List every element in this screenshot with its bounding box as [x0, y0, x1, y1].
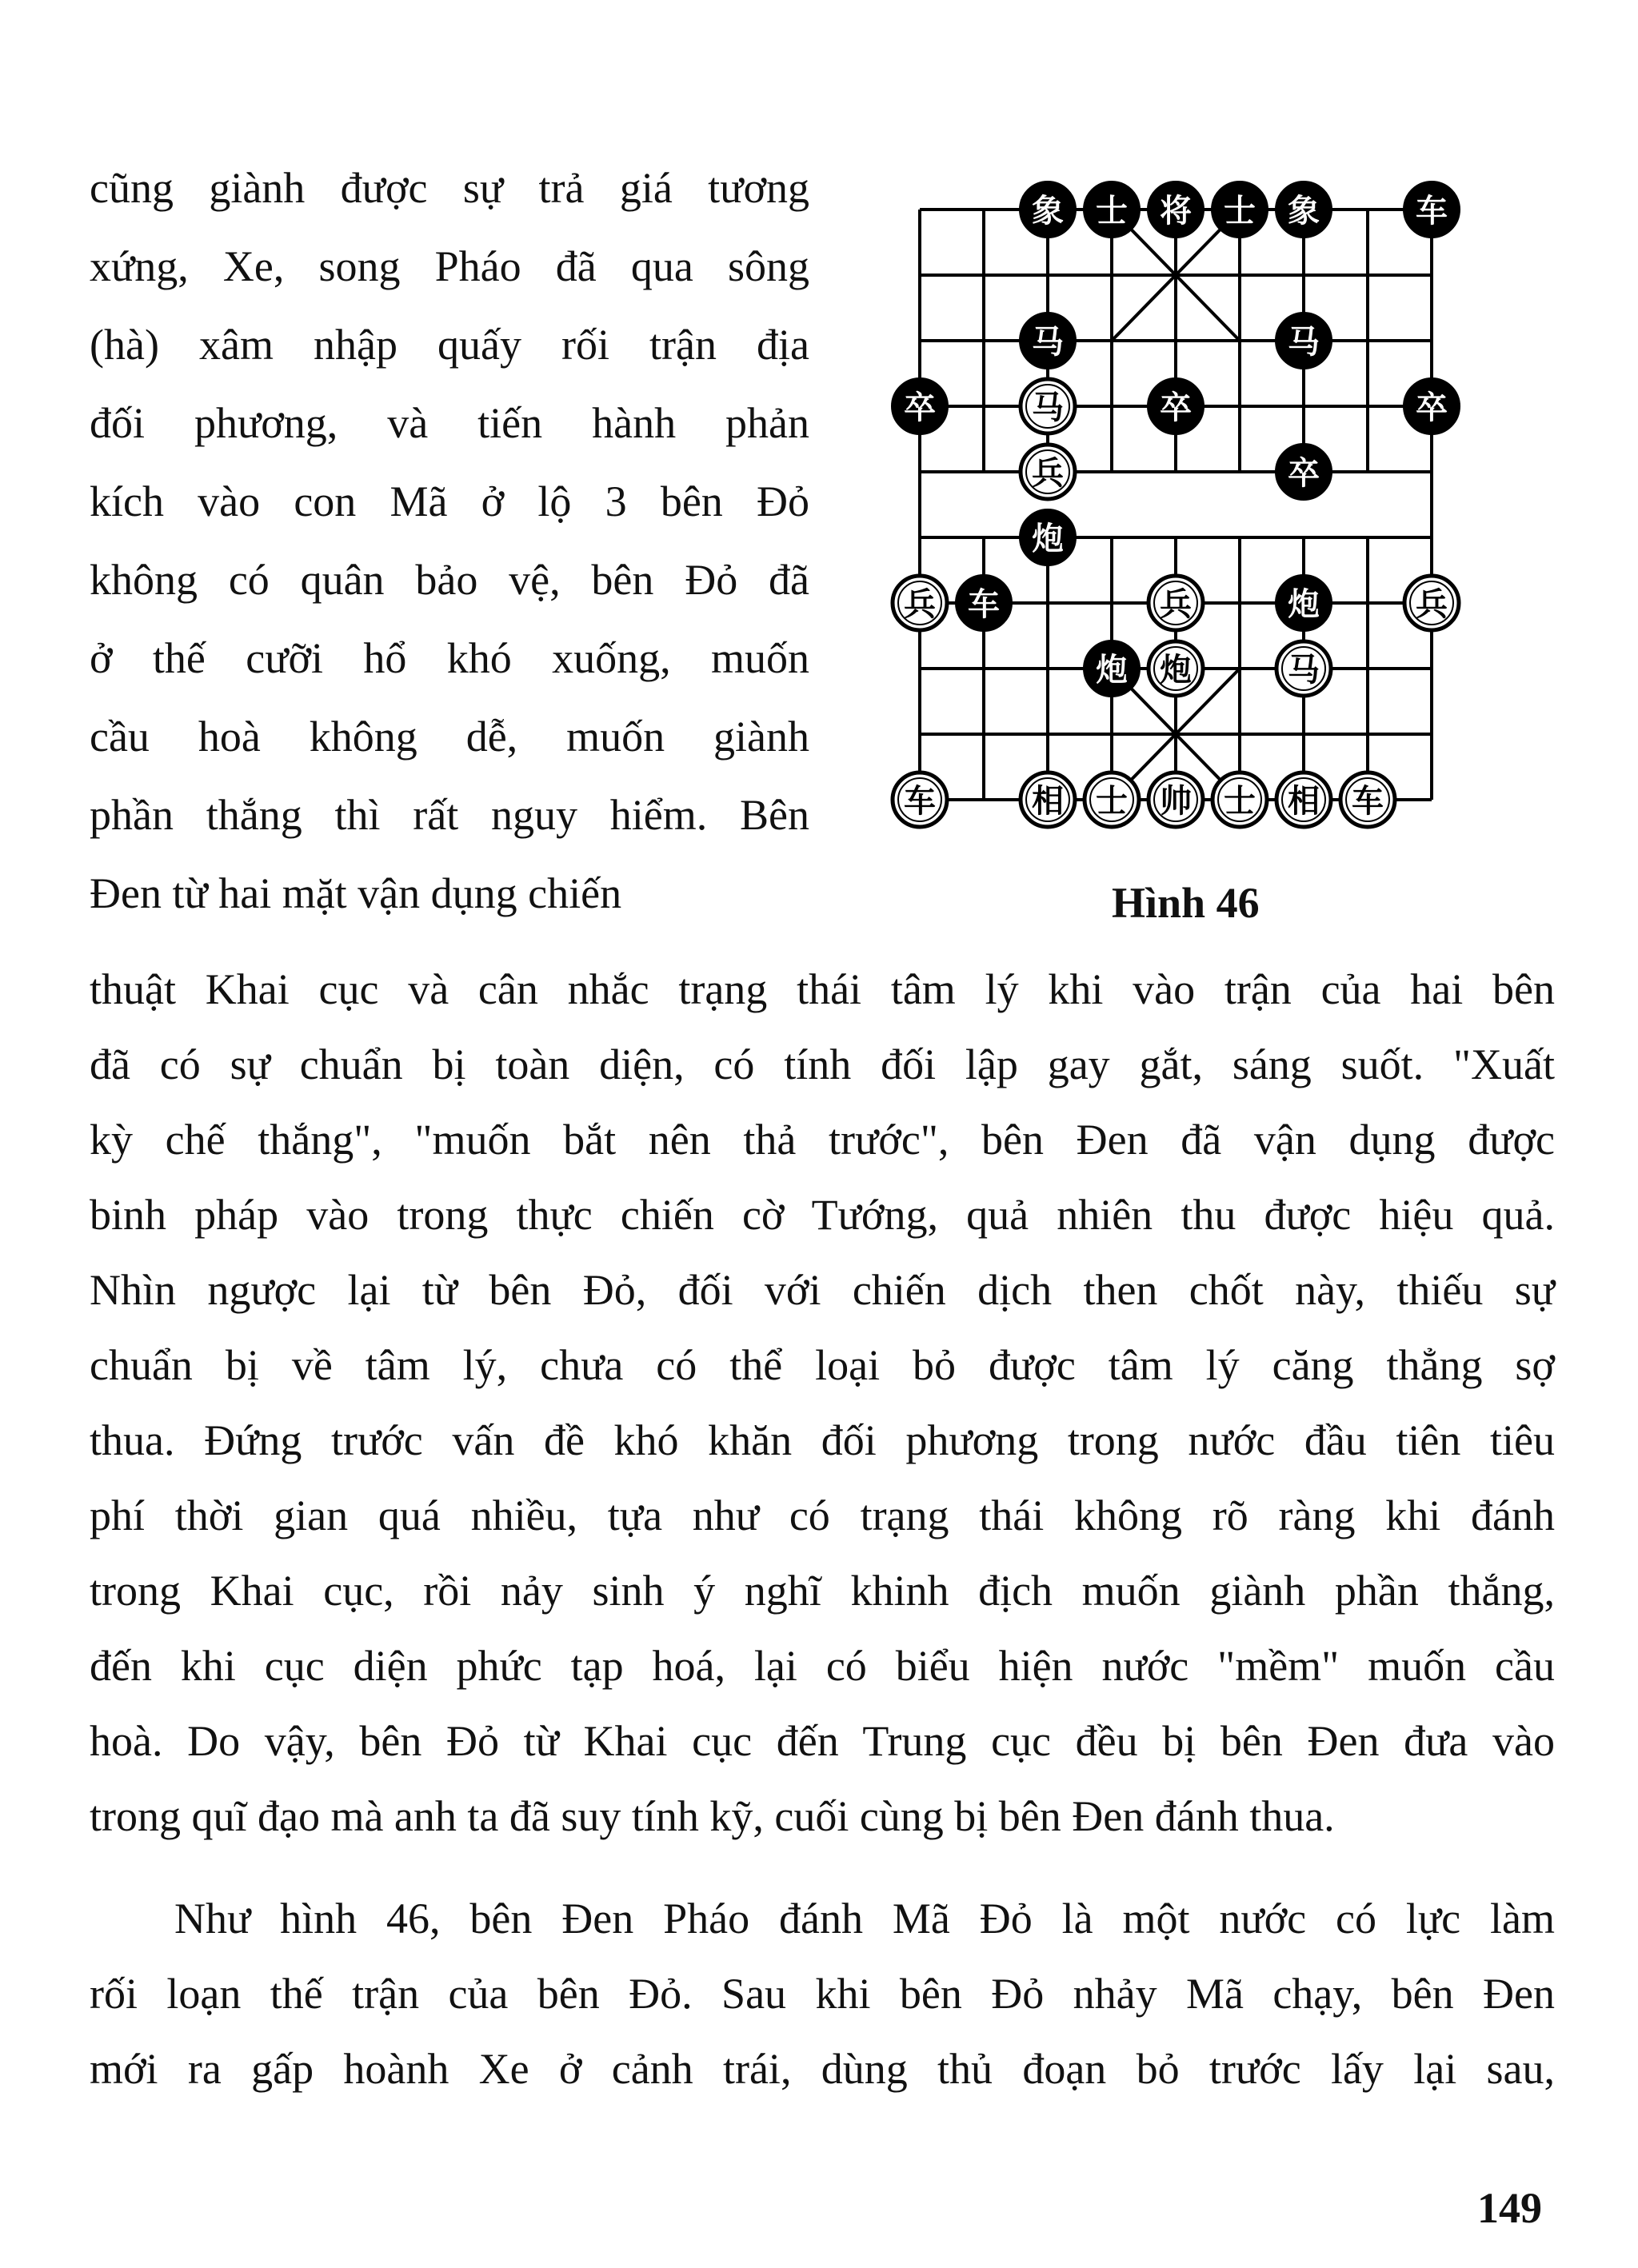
text-line: cũng giành được sự trả giá tương [90, 164, 809, 212]
text-line: Nhìn ngược lại từ bên Đỏ, đối với chiến dịch then chốt này, thiếu sự [90, 1266, 1555, 1314]
text-line: xứng, Xe, song Pháo đã qua sông [90, 242, 809, 290]
text-line: trong Khai cục, rồi nảy sinh ý nghĩ khinh địch muốn giành phần thắng, [90, 1567, 1555, 1615]
xiangqi-piece-red [893, 576, 947, 630]
piece-label: 帅 [1160, 783, 1192, 820]
piece-label: 卒 [1160, 389, 1192, 426]
text-line: thua. Đứng trước vấn đề khó khăn đối phương trong nước đầu tiên tiêu [90, 1416, 1555, 1464]
xiangqi-piece-black [1149, 379, 1203, 433]
xiangqi-piece-black [1021, 182, 1075, 237]
xiangqi-piece-red [1276, 773, 1331, 827]
piece-label: 士 [1096, 193, 1128, 230]
piece-label: 炮 [1096, 652, 1128, 689]
piece-label: 象 [1032, 193, 1064, 230]
piece-label: 象 [1288, 193, 1320, 230]
xiangqi-piece-red [1404, 576, 1459, 630]
text-line: ở thế cưỡi hổ khó xuống, muốn [90, 634, 809, 682]
piece-label: 兵 [1160, 586, 1192, 623]
piece-label: 兵 [1032, 455, 1064, 492]
text-line: đối phương, và tiến hành phản [90, 399, 809, 447]
piece-label: 炮 [1032, 521, 1064, 557]
piece-label: 车 [968, 586, 1000, 623]
text-line: trong quĩ đạo mà anh ta đã suy tính kỹ, cuối cùng bị bên Đen đánh thua. [90, 1792, 1335, 1840]
xiangqi-piece-red [1276, 641, 1331, 696]
xiangqi-piece-red [1149, 773, 1203, 827]
xiangqi-piece-black [1276, 182, 1331, 237]
text-line: binh pháp vào trong thực chiến cờ Tướng, quả nhiên thu được hiệu quả. [90, 1191, 1555, 1239]
xiangqi-piece-black [1276, 445, 1331, 499]
piece-label: 车 [904, 783, 936, 820]
xiangqi-piece-red [893, 773, 947, 827]
text-line: không có quân bảo vệ, bên Đỏ đã [90, 556, 809, 604]
xiangqi-board-figure [872, 152, 1480, 856]
xiangqi-piece-black [1213, 182, 1267, 237]
piece-label: 士 [1096, 783, 1128, 820]
xiangqi-piece-red [1021, 445, 1075, 499]
text-line: rối loạn thế trận của bên Đỏ. Sau khi bên Đỏ nhảy Mã chạy, bên Đen [90, 1970, 1555, 2018]
piece-label: 炮 [1160, 652, 1192, 689]
piece-label: 卒 [1416, 389, 1448, 426]
xiangqi-piece-red [1085, 773, 1139, 827]
text-line: hoà. Do vậy, bên Đỏ từ Khai cục đến Trung cục đều bị bên Đen đưa vào [90, 1717, 1555, 1765]
xiangqi-piece-red [1340, 773, 1395, 827]
text-line: đã có sự chuẩn bị toàn diện, có tính đối lập gay gắt, sáng suốt. "Xuất [90, 1040, 1555, 1088]
xiangqi-piece-black [1149, 182, 1203, 237]
piece-label: 马 [1288, 652, 1320, 689]
piece-label: 相 [1032, 783, 1064, 820]
xiangqi-piece-red [1149, 576, 1203, 630]
text-line: Đen từ hai mặt vận dụng chiến [90, 869, 622, 917]
piece-label: 士 [1224, 783, 1256, 820]
text-line: kỳ chế thắng", "muốn bắt nên thả trước", bên Đen đã vận dụng được [90, 1116, 1555, 1164]
piece-label: 相 [1288, 783, 1320, 820]
piece-label: 卒 [904, 389, 936, 426]
text-line: đến khi cục diện phức tạp hoá, lại có biểu hiện nước "mềm" muốn cầu [90, 1642, 1555, 1690]
piece-label: 车 [1352, 783, 1384, 820]
xiangqi-piece-red [1021, 379, 1075, 433]
xiangqi-piece-red [1149, 641, 1203, 696]
xiangqi-piece-black [1085, 641, 1139, 696]
text-line: Như hình 46, bên Đen Pháo đánh Mã Đỏ là một nước có lực làm [174, 1895, 1555, 1943]
piece-label: 兵 [1416, 586, 1448, 623]
piece-label: 士 [1224, 193, 1256, 230]
piece-label: 卒 [1288, 455, 1320, 492]
text-line: mới ra gấp hoành Xe ở cảnh trái, dùng thủ đoạn bỏ trước lấy lại sau, [90, 2045, 1555, 2093]
text-line: phần thắng thì rất nguy hiểm. Bên [90, 791, 809, 839]
piece-label: 将 [1160, 193, 1192, 230]
page-number: 149 [1477, 2184, 1542, 2232]
xiangqi-piece-black [893, 379, 947, 433]
figure-caption: Hình 46 [1112, 879, 1260, 927]
xiangqi-piece-black [1276, 313, 1331, 368]
xiangqi-piece-black [1276, 576, 1331, 630]
xiangqi-piece-black [1085, 182, 1139, 237]
xiangqi-piece-black [1404, 379, 1459, 433]
piece-label: 兵 [904, 586, 936, 623]
text-line: (hà) xâm nhập quấy rối trận địa [90, 321, 809, 369]
text-line: kích vào con Mã ở lộ 3 bên Đỏ [90, 477, 809, 525]
text-line: phí thời gian quá nhiều, tựa như có trạng thái không rõ ràng khi đánh [90, 1491, 1555, 1539]
text-line: cầu hoà không dễ, muốn giành [90, 713, 809, 761]
piece-label: 马 [1288, 324, 1320, 361]
xiangqi-piece-black [1021, 510, 1075, 565]
xiangqi-piece-red [1213, 773, 1267, 827]
piece-label: 马 [1032, 389, 1064, 426]
piece-label: 炮 [1288, 586, 1320, 623]
xiangqi-piece-black [1021, 313, 1075, 368]
text-line: thuật Khai cục và cân nhắc trạng thái tâm lý khi vào trận của hai bên [90, 965, 1555, 1013]
xiangqi-piece-red [1021, 773, 1075, 827]
text-line: chuẩn bị về tâm lý, chưa có thể loại bỏ được tâm lý căng thẳng sợ [90, 1341, 1555, 1389]
piece-label: 马 [1032, 324, 1064, 361]
piece-label: 车 [1416, 193, 1448, 230]
xiangqi-piece-black [1404, 182, 1459, 237]
xiangqi-piece-black [957, 576, 1011, 630]
